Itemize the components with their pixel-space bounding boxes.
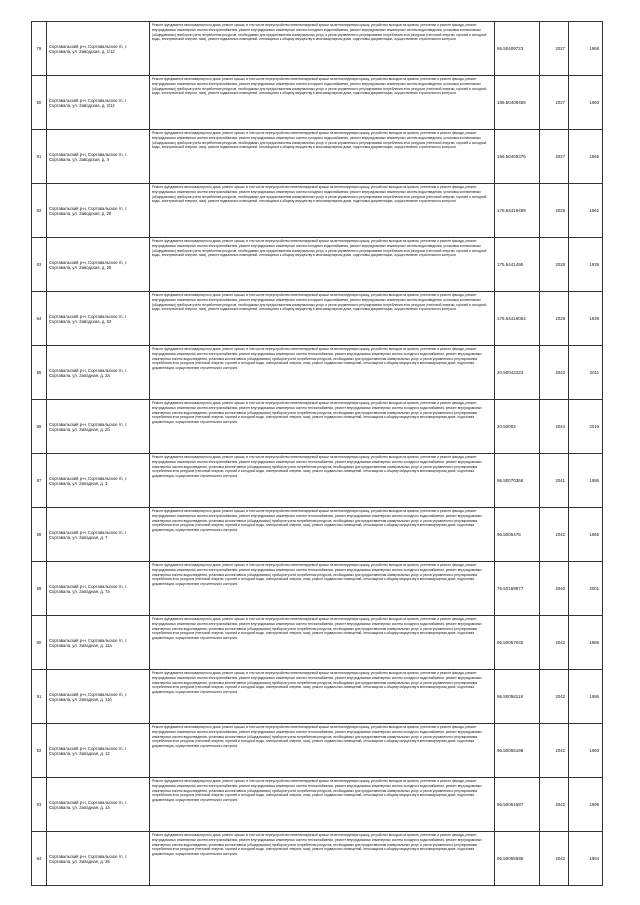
code-cell: 96.5005475 bbox=[495, 508, 540, 562]
address-cell: Сортавальский р-н, Сортавальское гп, г. Сортавала, ул. Западная, д. 11а bbox=[47, 616, 150, 670]
build-year-cell: 2001 bbox=[569, 562, 603, 616]
works-list-cell: Ремонт фундамента многоквартирного дома, ремонт крыши, в том числе переустройство невентилируемой крыши на вентилируемую крышу, устройство выходов на кровлю, утепление и ремонт фасада, ремонт внутридомовых инженерных систем электроснабжения, ремонт внутридомовых инженерных систем теплоснабжения, ремонт внутридомовых инженерных систем холодного водоснабжения, ремонт внутридомовых инженерных систем водоотведения, установка коллективных (общедомовых) приборов учета потребления ресурсов, необходимых для предоставления коммунальных услуг, и узлов управления и регулирования потребления этих ресурсов (тепловой энергии, горячей и холодной воды, электрической энергии, газа), ремонт подвальных помещений, относящихся к общему имуществу в многоквартирном доме, подготовка документации, осуществление строительного контроля bbox=[150, 346, 495, 400]
address-cell: Сортавальский р-н, Сортавальское гп, г. Сортавала, ул. Западная, д. 3 bbox=[47, 454, 150, 508]
works-list-cell: Ремонт фундамента многоквартирного дома, ремонт крыши, в том числе переустройство невентилируемой крыши на вентилируемую крышу, устройство выходов на кровлю, утепление и ремонт фасада, ремонт внутридомовых инженерных систем электроснабжения, ремонт внутридомовых инженерных систем холодного водоснабжения, ремонт внутридомовых инженерных систем водоотведения, установка коллективных (общедомовых) приборов учета потребления ресурсов, необходимых для предоставления коммунальных услуг, и узлов управления и регулирования потребления этих ресурсов (тепловой энергии, горячей и холодной воды, электрической энергии, газа), ремонт подвальных помещений, относящихся к общему имуществу в многоквартирном доме, подготовка документации, осуществление строительного контроля bbox=[150, 22, 495, 76]
planned-year-cell: 2041 bbox=[540, 454, 569, 508]
table-row bbox=[32, 616, 603, 670]
address-cell: Сортавальский р-н, Сортавальское гп, г. Сортавала, ул. Заводская, д. 25 bbox=[47, 238, 150, 292]
row-number-cell: 84 bbox=[32, 292, 47, 346]
planned-year-cell: 2042 bbox=[540, 832, 569, 886]
works-list-cell: Ремонт фундамента многоквартирного дома, ремонт крыши, в том числе переустройство невентилируемой крыши на вентилируемую крышу, устройство выходов на кровлю, утепление и ремонт фасада, ремонт внутридомовых инженерных систем электроснабжения, ремонт внутридомовых инженерных систем теплоснабжения, ремонт внутридомовых инженерных систем холодного водоснабжения, ремонт внутридомовых инженерных систем водоотведения, установка коллективных (общедомовых) приборов учета потребления ресурсов, необходимых для предоставления коммунальных услуг, и узлов управления и регулирования потребления этих ресурсов (тепловой энергии, горячей и холодной воды, электрической энергии, газа), ремонт подвальных помещений, относящихся к общему имуществу в многоквартирном доме, подготовка документации, осуществление строительного контроля bbox=[150, 454, 495, 508]
row-number-cell: 82 bbox=[32, 184, 47, 238]
code-cell: 20.50002 bbox=[495, 400, 540, 454]
table-row bbox=[32, 238, 603, 292]
build-year-cell: 1964 bbox=[569, 832, 603, 886]
planned-year-cell: 2028 bbox=[540, 184, 569, 238]
address-cell: Сортавальский р-н, Сортавальское гп, г. Сортавала, ул. Западная, д. 7а bbox=[47, 562, 150, 616]
build-year-cell: 1968 bbox=[569, 22, 603, 76]
works-list-cell: Ремонт фундамента многоквартирного дома, ремонт крыши, в том числе переустройство невентилируемой крыши на вентилируемую крышу, устройство выходов на кровлю, утепление и ремонт фасада, ремонт внутридомовых инженерных систем электроснабжения, ремонт внутридомовых инженерных систем холодного водоснабжения, ремонт внутридомовых инженерных систем водоотведения, установка коллективных (общедомовых) приборов учета потребления ресурсов, необходимых для предоставления коммунальных услуг, и узлов управления и регулирования потребления этих ресурсов (тепловой энергии, горячей и холодной воды, электрической энергии, газа), ремонт подвальных помещений, относящихся к общему имуществу в многоквартирном доме, подготовка документации, осуществление строительного контроля bbox=[150, 184, 495, 238]
planned-year-cell: 2042 bbox=[540, 778, 569, 832]
planned-year-cell: 2042 bbox=[540, 508, 569, 562]
table-row bbox=[32, 724, 603, 778]
build-year-cell: 1939 bbox=[569, 292, 603, 346]
code-cell: 96.50065695 bbox=[495, 832, 540, 886]
address-cell: Сортавальский р-н, Сортавальское гп, г. Сортавала, ул. Западная, д. 2а bbox=[47, 346, 150, 400]
address-cell: Сортавальский р-н, Сортавальское гп, г. Сортавала, ул. Заводская, д. 2/14 bbox=[47, 76, 150, 130]
planned-year-cell: 2043 bbox=[540, 346, 569, 400]
planned-year-cell: 2044 bbox=[540, 400, 569, 454]
build-year-cell: 2016 bbox=[569, 400, 603, 454]
address-cell: Сортавальский р-н, Сортавальское гп, г. Сортавала, ул. Заводская, д. 4 bbox=[47, 130, 150, 184]
row-number-cell: 88 bbox=[32, 508, 47, 562]
build-year-cell: 1965 bbox=[569, 508, 603, 562]
address-cell: Сортавальский р-н, Сортавальское гп, г. Сортавала, ул. Заводская, д. 1/12 bbox=[47, 22, 150, 76]
planned-year-cell: 2042 bbox=[540, 670, 569, 724]
table-row bbox=[32, 22, 603, 76]
row-number-cell: 90 bbox=[32, 616, 47, 670]
row-number-cell: 87 bbox=[32, 454, 47, 508]
works-list-cell: Ремонт фундамента многоквартирного дома, ремонт крыши, в том числе переустройство невентилируемой крыши на вентилируемую крышу, устройство выходов на кровлю, утепление и ремонт фасада, ремонт внутридомовых инженерных систем электроснабжения, ремонт внутридомовых инженерных систем теплоснабжения, ремонт внутридомовых инженерных систем холодного водоснабжения, ремонт внутридомовых инженерных систем водоотведения, установка коллективных (общедомовых) приборов учета потребления ресурсов, необходимых для предоставления коммунальных услуг, и узлов управления и регулирования потребления этих ресурсов (тепловой энергии, горячей и холодной воды, электрической энергии, газа), ремонт подвальных помещений, относящихся к общему имуществу в многоквартирном доме, подготовка документации, осуществление строительного контроля bbox=[150, 832, 495, 886]
planned-year-cell: 2042 bbox=[540, 724, 569, 778]
build-year-cell: 1965 bbox=[569, 130, 603, 184]
build-year-cell: 2011 bbox=[569, 346, 603, 400]
row-number-cell: 93 bbox=[32, 778, 47, 832]
address-cell: Сортавальский р-н, Сортавальское гп, г. Сортавала, ул. Заводская, д. 20 bbox=[47, 184, 150, 238]
planned-year-cell: 2042 bbox=[540, 616, 569, 670]
build-year-cell: 1962 bbox=[569, 184, 603, 238]
code-cell: 20.50042323 bbox=[495, 346, 540, 400]
planned-year-cell: 2028 bbox=[540, 292, 569, 346]
code-cell: 175.5441495 bbox=[495, 238, 540, 292]
works-list-cell: Ремонт фундамента многоквартирного дома, ремонт крыши, в том числе переустройство невентилируемой крыши на вентилируемую крышу, устройство выходов на кровлю, утепление и ремонт фасада, ремонт внутридомовых инженерных систем электроснабжения, ремонт внутридомовых инженерных систем теплоснабжения, ремонт внутридомовых инженерных систем холодного водоснабжения, ремонт внутридомовых инженерных систем водоотведения, установка коллективных (общедомовых) приборов учета потребления ресурсов, необходимых для предоставления коммунальных услуг, и узлов управления и регулирования потребления этих ресурсов (тепловой энергии, горячей и холодной воды, электрической энергии, газа), ремонт подвальных помещений, относящихся к общему имуществу в многоквартирном доме, подготовка документации, осуществление строительного контроля bbox=[150, 508, 495, 562]
code-cell: 96.50058118 bbox=[495, 670, 540, 724]
table-row bbox=[32, 454, 603, 508]
table-row bbox=[32, 562, 603, 616]
build-year-cell: 1996 bbox=[569, 778, 603, 832]
table-row bbox=[32, 508, 603, 562]
works-list-cell: Ремонт фундамента многоквартирного дома, ремонт крыши, в том числе переустройство невентилируемой крыши на вентилируемую крышу, устройство выходов на кровлю, утепление и ремонт фасада, ремонт внутридомовых инженерных систем электроснабжения, ремонт внутридомовых инженерных систем теплоснабжения, ремонт внутридомовых инженерных систем холодного водоснабжения, ремонт внутридомовых инженерных систем водоотведения, установка коллективных (общедомовых) приборов учета потребления ресурсов, необходимых для предоставления коммунальных услуг, и узлов управления и регулирования потребления этих ресурсов (тепловой энергии, горячей и холодной воды, электрической энергии, газа), ремонт подвальных помещений, относящихся к общему имуществу в многоквартирном доме, подготовка документации, осуществление строительного контроля bbox=[150, 670, 495, 724]
works-list-cell: Ремонт фундамента многоквартирного дома, ремонт крыши, в том числе переустройство невентилируемой крыши на вентилируемую крышу, устройство выходов на кровлю, утепление и ремонт фасада, ремонт внутридомовых инженерных систем электроснабжения, ремонт внутридомовых инженерных систем холодного водоснабжения, ремонт внутридомовых инженерных систем водоотведения, установка коллективных (общедомовых) приборов учета потребления ресурсов, необходимых для предоставления коммунальных услуг, и узлов управления и регулирования потребления этих ресурсов (тепловой энергии, горячей и холодной воды, электрической энергии, газа), ремонт подвальных помещений, относящихся к общему имуществу в многоквартирном доме, подготовка документации, осуществление строительного контроля bbox=[150, 130, 495, 184]
table-row bbox=[32, 400, 603, 454]
code-cell: 96.50070366 bbox=[495, 454, 540, 508]
address-cell: Сортавальский р-н, Сортавальское гп, г. Сортавала, ул. Заводская, д. 53 bbox=[47, 292, 150, 346]
works-list-cell: Ремонт фундамента многоквартирного дома, ремонт крыши, в том числе переустройство невентилируемой крыши на вентилируемую крышу, устройство выходов на кровлю, утепление и ремонт фасада, ремонт внутридомовых инженерных систем электроснабжения, ремонт внутридомовых инженерных систем холодного водоснабжения, ремонт внутридомовых инженерных систем водоотведения, установка коллективных (общедомовых) приборов учета потребления ресурсов, необходимых для предоставления коммунальных услуг, и узлов управления и регулирования потребления этих ресурсов (тепловой энергии, горячей и холодной воды, электрической энергии, газа), ремонт подвальных помещений, относящихся к общему имуществу в многоквартирном доме, подготовка документации, осуществление строительного контроля bbox=[150, 76, 495, 130]
build-year-cell: 1939 bbox=[569, 238, 603, 292]
planned-year-cell: 2028 bbox=[540, 238, 569, 292]
row-number-cell: 94 bbox=[32, 832, 47, 886]
works-list-cell: Ремонт фундамента многоквартирного дома, ремонт крыши, в том числе переустройство невентилируемой крыши на вентилируемую крышу, устройство выходов на кровлю, утепление и ремонт фасада, ремонт внутридомовых инженерных систем электроснабжения, ремонт внутридомовых инженерных систем теплоснабжения, ремонт внутридомовых инженерных систем холодного водоснабжения, ремонт внутридомовых инженерных систем водоотведения, установка коллективных (общедомовых) приборов учета потребления ресурсов, необходимых для предоставления коммунальных услуг, и узлов управления и регулирования потребления этих ресурсов (тепловой энергии, горячей и холодной воды, электрической энергии, газа), ремонт подвальных помещений, относящихся к общему имуществу в многоквартирном доме, подготовка документации, осуществление строительного контроля bbox=[150, 562, 495, 616]
build-year-cell: 1960 bbox=[569, 76, 603, 130]
build-year-cell: 1986 bbox=[569, 670, 603, 724]
code-cell: 175.54419499 bbox=[495, 184, 540, 238]
works-list-cell: Ремонт фундамента многоквартирного дома, ремонт крыши, в том числе переустройство невентилируемой крыши на вентилируемую крышу, устройство выходов на кровлю, утепление и ремонт фасада, ремонт внутридомовых инженерных систем электроснабжения, ремонт внутридомовых инженерных систем теплоснабжения, ремонт внутридомовых инженерных систем холодного водоснабжения, ремонт внутридомовых инженерных систем водоотведения, установка коллективных (общедомовых) приборов учета потребления ресурсов, необходимых для предоставления коммунальных услуг, и узлов управления и регулирования потребления этих ресурсов (тепловой энергии, горячей и холодной воды, электрической энергии, газа), ремонт подвальных помещений, относящихся к общему имуществу в многоквартирном доме, подготовка документации, осуществление строительного контроля bbox=[150, 778, 495, 832]
address-cell: Сортавальский р-н, Сортавальское гп, г. Сортавала, ул. Западная, д. 11б bbox=[47, 670, 150, 724]
address-cell: Сортавальский р-н, Сортавальское гп, г. Сортавала, ул. Западная, д. 25 bbox=[47, 832, 150, 886]
code-cell: 76.50169977 bbox=[495, 562, 540, 616]
address-cell: Сортавальский р-н, Сортавальское гп, г. Сортавала, ул. Западная, д. 14 bbox=[47, 778, 150, 832]
build-year-cell: 1986 bbox=[569, 454, 603, 508]
table-row bbox=[32, 184, 603, 238]
row-number-cell: 79 bbox=[32, 22, 47, 76]
table-row bbox=[32, 76, 603, 130]
address-cell: Сортавальский р-н, Сортавальское гп, г. Сортавала, ул. Западная, д. 12 bbox=[47, 724, 150, 778]
code-cell: 86.50409723 bbox=[495, 22, 540, 76]
planned-year-cell: 2027 bbox=[540, 130, 569, 184]
row-number-cell: 80 bbox=[32, 76, 47, 130]
code-cell: 96.50057045 bbox=[495, 616, 540, 670]
code-cell: 175.54419054 bbox=[495, 292, 540, 346]
row-number-cell: 83 bbox=[32, 238, 47, 292]
code-cell: 96.50061587 bbox=[495, 778, 540, 832]
table-row bbox=[32, 292, 603, 346]
build-year-cell: 1960 bbox=[569, 724, 603, 778]
works-list-cell: Ремонт фундамента многоквартирного дома, ремонт крыши, в том числе переустройство невентилируемой крыши на вентилируемую крышу, устройство выходов на кровлю, утепление и ремонт фасада, ремонт внутридомовых инженерных систем электроснабжения, ремонт внутридомовых инженерных систем холодного водоснабжения, ремонт внутридомовых инженерных систем водоотведения, установка коллективных (общедомовых) приборов учета потребления ресурсов, необходимых для предоставления коммунальных услуг, и узлов управления и регулирования потребления этих ресурсов (тепловой энергии, горячей и холодной воды, электрической энергии, газа), ремонт подвальных помещений, относящихся к общему имуществу в многоквартирном доме, подготовка документации, осуществление строительного контроля bbox=[150, 238, 495, 292]
table-row bbox=[32, 130, 603, 184]
row-number-cell: 91 bbox=[32, 670, 47, 724]
works-list-cell: Ремонт фундамента многоквартирного дома, ремонт крыши, в том числе переустройство невентилируемой крыши на вентилируемую крышу, устройство выходов на кровлю, утепление и ремонт фасада, ремонт внутридомовых инженерных систем электроснабжения, ремонт внутридомовых инженерных систем теплоснабжения, ремонт внутридомовых инженерных систем холодного водоснабжения, ремонт внутридомовых инженерных систем водоотведения, установка коллективных (общедомовых) приборов учета потребления ресурсов, необходимых для предоставления коммунальных услуг, и узлов управления и регулирования потребления этих ресурсов (тепловой энергии, горячей и холодной воды, электрической энергии, газа), ремонт подвальных помещений, относящихся к общему имуществу в многоквартирном доме, подготовка документации, осуществление строительного контроля bbox=[150, 616, 495, 670]
table-body bbox=[32, 22, 603, 886]
planned-year-cell: 2027 bbox=[540, 22, 569, 76]
row-number-cell: 81 bbox=[32, 130, 47, 184]
table-row bbox=[32, 778, 603, 832]
table-row bbox=[32, 346, 603, 400]
capital-repair-table bbox=[31, 21, 603, 886]
table-row bbox=[32, 832, 603, 886]
code-cell: 185.50409489 bbox=[495, 76, 540, 130]
build-year-cell: 1986 bbox=[569, 616, 603, 670]
address-cell: Сортавальский р-н, Сортавальское гп, г. Сортавала, ул. Западная, д. 7 bbox=[47, 508, 150, 562]
works-list-cell: Ремонт фундамента многоквартирного дома, ремонт крыши, в том числе переустройство невентилируемой крыши на вентилируемую крышу, устройство выходов на кровлю, утепление и ремонт фасада, ремонт внутридомовых инженерных систем электроснабжения, ремонт внутридомовых инженерных систем теплоснабжения, ремонт внутридомовых инженерных систем холодного водоснабжения, ремонт внутридомовых инженерных систем водоотведения, установка коллективных (общедомовых) приборов учета потребления ресурсов, необходимых для предоставления коммунальных услуг, и узлов управления и регулирования потребления этих ресурсов (тепловой энергии, горячей и холодной воды, электрической энергии, газа), ремонт подвальных помещений, относящихся к общему имуществу в многоквартирном доме, подготовка документации, осуществление строительного контроля bbox=[150, 400, 495, 454]
row-number-cell: 86 bbox=[32, 400, 47, 454]
row-number-cell: 89 bbox=[32, 562, 47, 616]
table-row bbox=[32, 670, 603, 724]
code-cell: 156.50409376 bbox=[495, 130, 540, 184]
code-cell: 96.50056198 bbox=[495, 724, 540, 778]
row-number-cell: 85 bbox=[32, 346, 47, 400]
planned-year-cell: 2040 bbox=[540, 562, 569, 616]
works-list-cell: Ремонт фундамента многоквартирного дома, ремонт крыши, в том числе переустройство невентилируемой крыши на вентилируемую крышу, устройство выходов на кровлю, утепление и ремонт фасада, ремонт внутридомовых инженерных систем электроснабжения, ремонт внутридомовых инженерных систем теплоснабжения, ремонт внутридомовых инженерных систем холодного водоснабжения, ремонт внутридомовых инженерных систем водоотведения, установка коллективных (общедомовых) приборов учета потребления ресурсов, необходимых для предоставления коммунальных услуг, и узлов управления и регулирования потребления этих ресурсов (тепловой энергии, горячей и холодной воды, электрической энергии, газа), ремонт подвальных помещений, относящихся к общему имуществу в многоквартирном доме, подготовка документации, осуществление строительного контроля bbox=[150, 724, 495, 778]
works-list-cell: Ремонт фундамента многоквартирного дома, ремонт крыши, в том числе переустройство невентилируемой крыши на вентилируемую крышу, устройство выходов на кровлю, утепление и ремонт фасада, ремонт внутридомовых инженерных систем электроснабжения, ремонт внутридомовых инженерных систем холодного водоснабжения, ремонт внутридомовых инженерных систем водоотведения, установка коллективных (общедомовых) приборов учета потребления ресурсов, необходимых для предоставления коммунальных услуг, и узлов управления и регулирования потребления этих ресурсов (тепловой энергии, горячей и холодной воды, электрической энергии, газа), ремонт подвальных помещений, относящихся к общему имуществу в многоквартирном доме, подготовка документации, осуществление строительного контроля bbox=[150, 292, 495, 346]
planned-year-cell: 2027 bbox=[540, 76, 569, 130]
row-number-cell: 92 bbox=[32, 724, 47, 778]
address-cell: Сортавальский р-н, Сортавальское гп, г. Сортавала, ул. Западная, д. 2б bbox=[47, 400, 150, 454]
